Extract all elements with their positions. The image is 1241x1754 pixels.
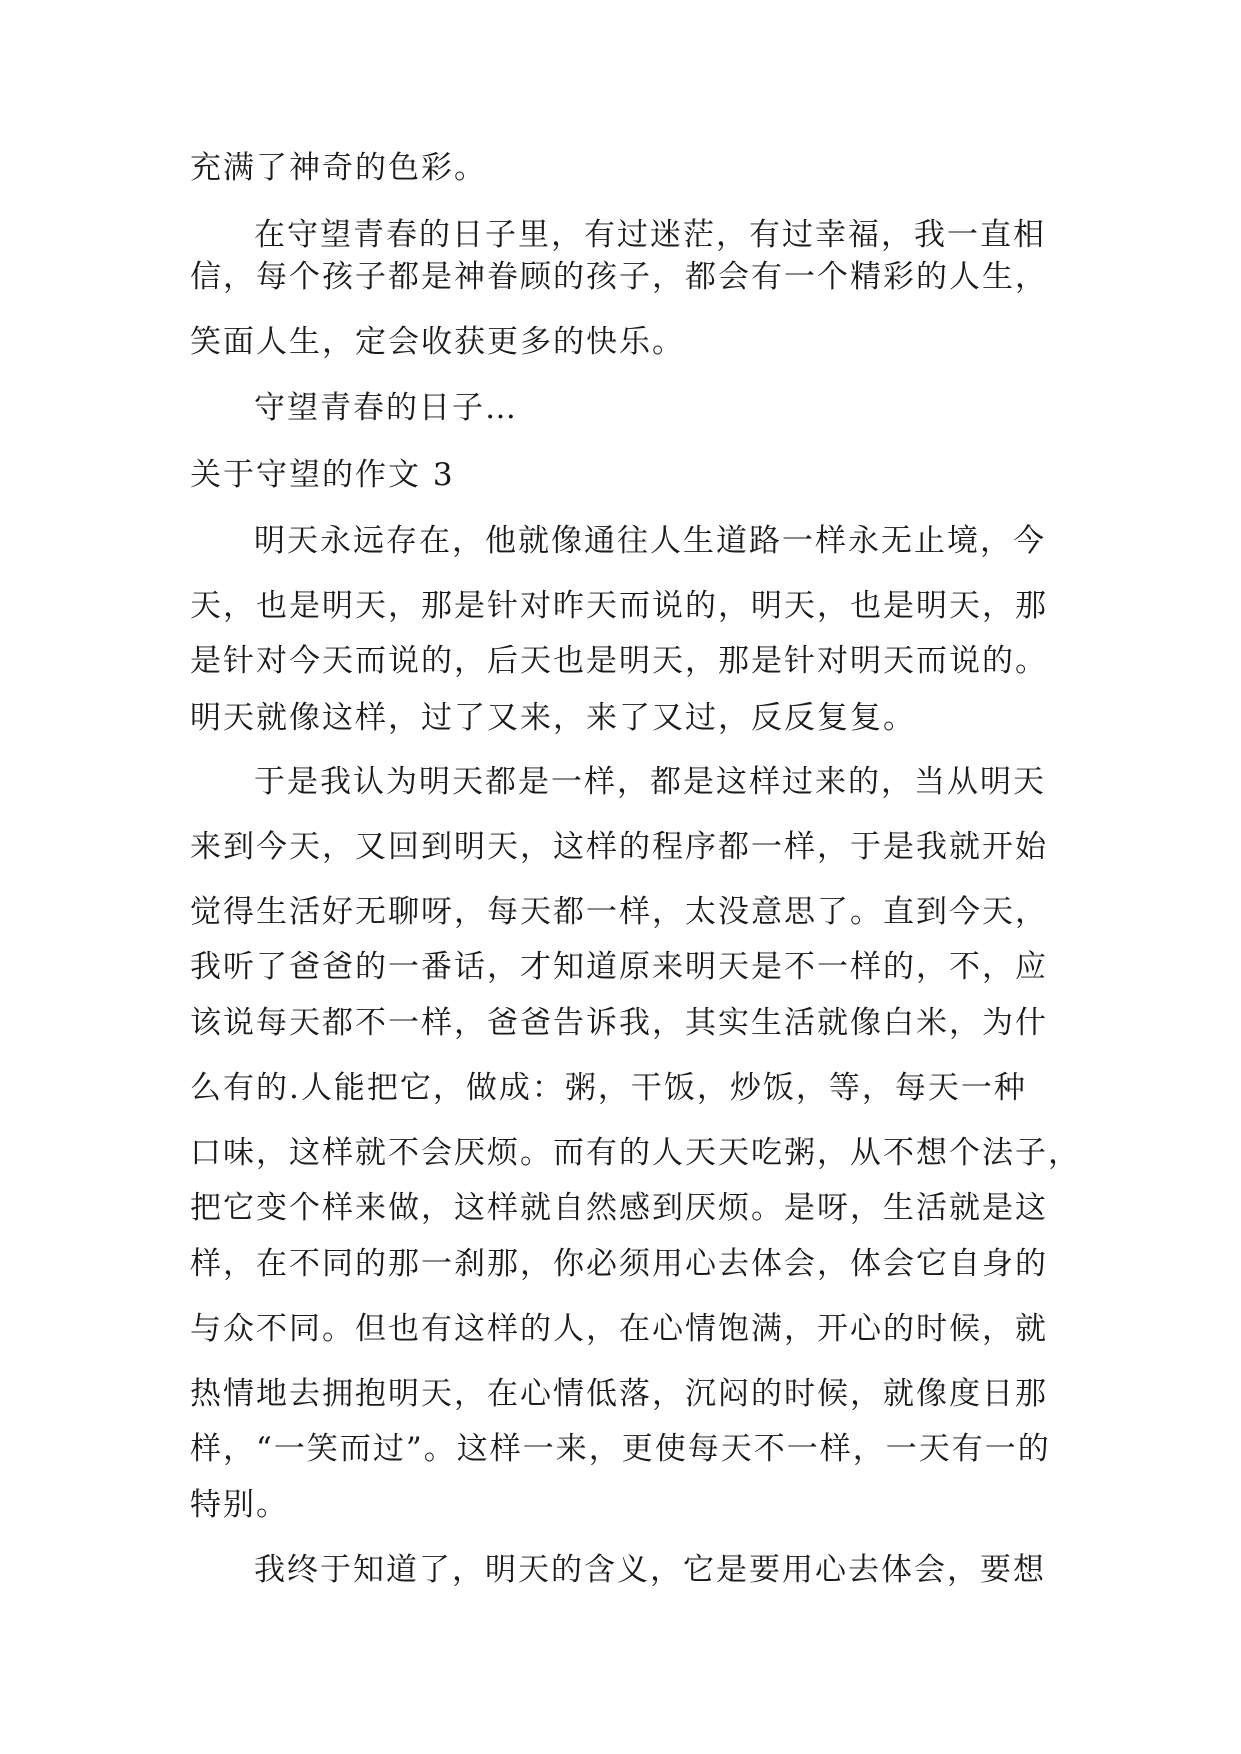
text-line: 口味，这样就不会厌烦。而有的人天天吃粥，从不想个法子， (190, 1135, 1081, 1171)
paragraph-start-line: 明天永远存在，他就像通往人生道路一样永无止境，今 (254, 523, 1046, 559)
text-line: 样，在不同的那一刹那，你必须用心去体会，体会它自身的 (190, 1246, 1048, 1282)
text-line: 明天就像这样，过了又来，来了又过，反反复复。 (190, 700, 916, 736)
section-heading: 关于守望的作文 3 (190, 457, 455, 493)
paragraph-start-line: 我终于知道了，明天的含义，它是要用心去体会，要想 (254, 1552, 1046, 1588)
text-line: 充满了神奇的色彩。 (190, 150, 487, 186)
text-line: 样，“一笑而过”。这样一来，更使每天不一样，一天有一的 (190, 1431, 1051, 1467)
text-line: 我听了爸爸的一番话，才知道原来明天是不一样的，不，应 (190, 949, 1048, 985)
paragraph-start-line: 守望青春的日子… (254, 390, 518, 426)
text-line: 天，也是明天，那是针对昨天而说的，明天，也是明天，那 (190, 588, 1048, 624)
paragraph-start-line: 于是我认为明天都是一样，都是这样过来的，当从明天 (254, 764, 1046, 800)
text-line: 与众不同。但也有这样的人，在心情饱满，开心的时候，就 (190, 1311, 1048, 1347)
text-line: 么有的.人能把它，做成：粥，干饭，炒饭，等，每天一种 (190, 1070, 1027, 1106)
text-line: 热情地去拥抱明天，在心情低落，沉闷的时候，就像度日那 (190, 1376, 1048, 1412)
text-line: 信，每个孩子都是神眷顾的孩子，都会有一个精彩的人生， (190, 259, 1048, 295)
text-line: 该说每天都不一样，爸爸告诉我，其实生活就像白米，为什 (190, 1005, 1048, 1041)
text-line: 把它变个样来做，这样就自然感到厌烦。是呀，生活就是这 (190, 1190, 1048, 1226)
text-line: 觉得生活好无聊呀，每天都一样，太没意思了。直到今天， (190, 894, 1048, 930)
text-line: 来到今天，又回到明天，这样的程序都一样，于是我就开始 (190, 829, 1048, 865)
paragraph-start-line: 在守望青春的日子里，有过迷茫，有过幸福，我一直相 (254, 217, 1046, 253)
text-line: 笑面人生，定会收获更多的快乐。 (190, 324, 685, 360)
text-line: 特别。 (190, 1487, 289, 1523)
text-line: 是针对今天而说的，后天也是明天，那是针对明天而说的。 (190, 643, 1048, 679)
